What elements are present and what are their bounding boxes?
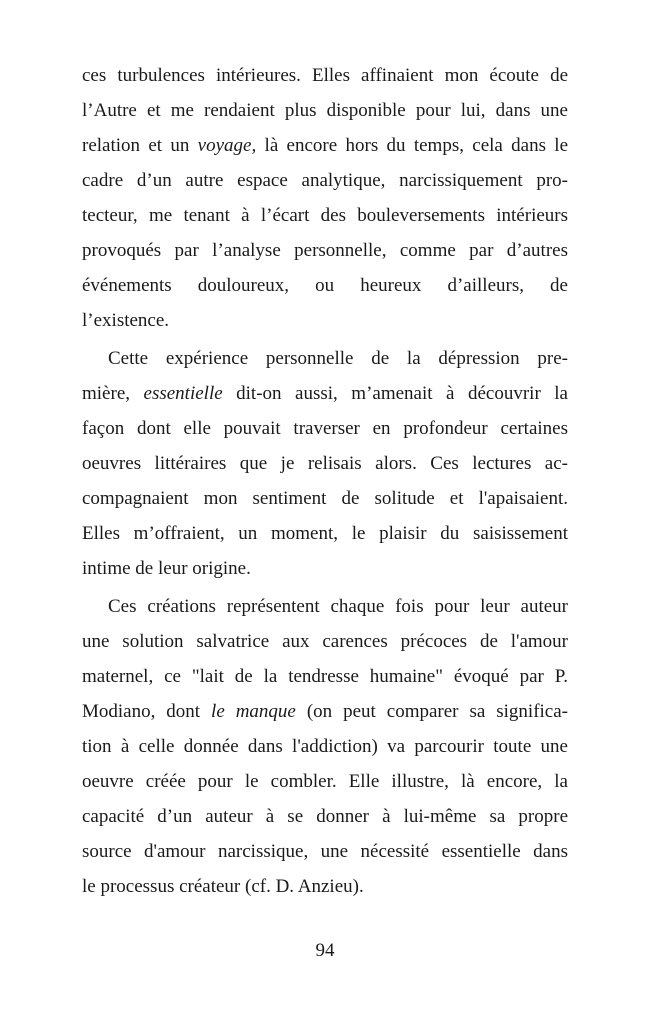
text-line xyxy=(82,799,568,834)
text-line xyxy=(82,303,568,338)
text-segment: l’existence. xyxy=(82,310,170,331)
text-segment: (on peut comparer sa significa- xyxy=(295,701,568,722)
text-line xyxy=(82,694,568,729)
paragraph xyxy=(82,58,568,338)
text-segment: ces turbulences intérieures. Elles affinaient mon écoute de xyxy=(82,65,568,86)
text-line xyxy=(82,198,568,233)
body-text xyxy=(82,58,568,904)
text-line xyxy=(82,764,568,799)
text-line xyxy=(82,58,568,93)
text-segment: source d'amour narcissique, une nécessité essentielle dans xyxy=(82,841,568,862)
text-segment: oeuvres littéraires que je relisais alors. Ces lectures ac- xyxy=(82,453,568,474)
text-segment: mière, xyxy=(82,383,144,404)
text-segment: relation et un xyxy=(82,135,198,156)
text-line xyxy=(82,869,568,904)
text-segment: Modiano, dont xyxy=(82,701,212,722)
text-line xyxy=(82,268,568,303)
text-segment: provoqués par l’analyse personnelle, comme par d’autres xyxy=(82,240,568,261)
text-segment: Cette expérience personnelle de la dépression pre- xyxy=(108,348,568,369)
text-segment: intime de leur origine. xyxy=(82,558,251,579)
text-line xyxy=(82,729,568,764)
italic-text: essentielle xyxy=(143,383,223,404)
text-segment: l’Autre et me rendaient plus disponible pour lui, dans une xyxy=(82,100,568,121)
text-segment: là encore hors du temps, cela dans le xyxy=(256,135,568,156)
text-segment: compagnaient mon sentiment de solitude et l'apaisaient. xyxy=(82,488,568,509)
text-line xyxy=(82,589,568,624)
page-number: 94 xyxy=(315,940,335,961)
text-segment: capacité d’un auteur à se donner à lui-même sa propre xyxy=(82,806,568,827)
text-line xyxy=(82,411,568,446)
text-segment: tecteur, me tenant à l’écart des bouleversements intérieurs xyxy=(82,205,568,226)
text-line xyxy=(82,659,568,694)
text-segment: Ces créations représentent chaque fois pour leur auteur xyxy=(108,596,568,617)
text-line xyxy=(82,233,568,268)
text-line xyxy=(82,376,568,411)
text-segment: événements douloureux, ou heureux d’ailleurs, de xyxy=(82,275,568,296)
text-line xyxy=(82,624,568,659)
italic-text: voyage, xyxy=(197,135,257,156)
text-line xyxy=(82,128,568,163)
text-line xyxy=(82,163,568,198)
text-segment: le processus créateur (cf. D. Anzieu). xyxy=(82,876,364,897)
text-line xyxy=(82,481,568,516)
text-segment: tion à celle donnée dans l'addiction) va parcourir toute une xyxy=(82,736,568,757)
text-line xyxy=(82,341,568,376)
text-line xyxy=(82,446,568,481)
italic-text: le manque xyxy=(211,701,296,722)
text-line xyxy=(82,551,568,586)
text-segment: Elles m’offraient, un moment, le plaisir du saisissement xyxy=(82,523,568,544)
text-line xyxy=(82,516,568,551)
text-segment: une solution salvatrice aux carences précoces de l'amour xyxy=(82,631,568,652)
text-segment: maternel, ce "lait de la tendresse humaine" évoqué par P. xyxy=(82,666,568,687)
text-segment: dit-on aussi, m’amenait à découvrir la xyxy=(222,383,568,404)
paragraph xyxy=(82,341,568,586)
text-segment: oeuvre créée pour le combler. Elle illustre, là encore, la xyxy=(82,771,568,792)
text-line xyxy=(82,93,568,128)
text-line xyxy=(82,834,568,869)
paragraph xyxy=(82,589,568,904)
text-segment: cadre d’un autre espace analytique, narcissiquement pro- xyxy=(82,170,568,191)
text-segment: façon dont elle pouvait traverser en profondeur certaines xyxy=(82,418,568,439)
